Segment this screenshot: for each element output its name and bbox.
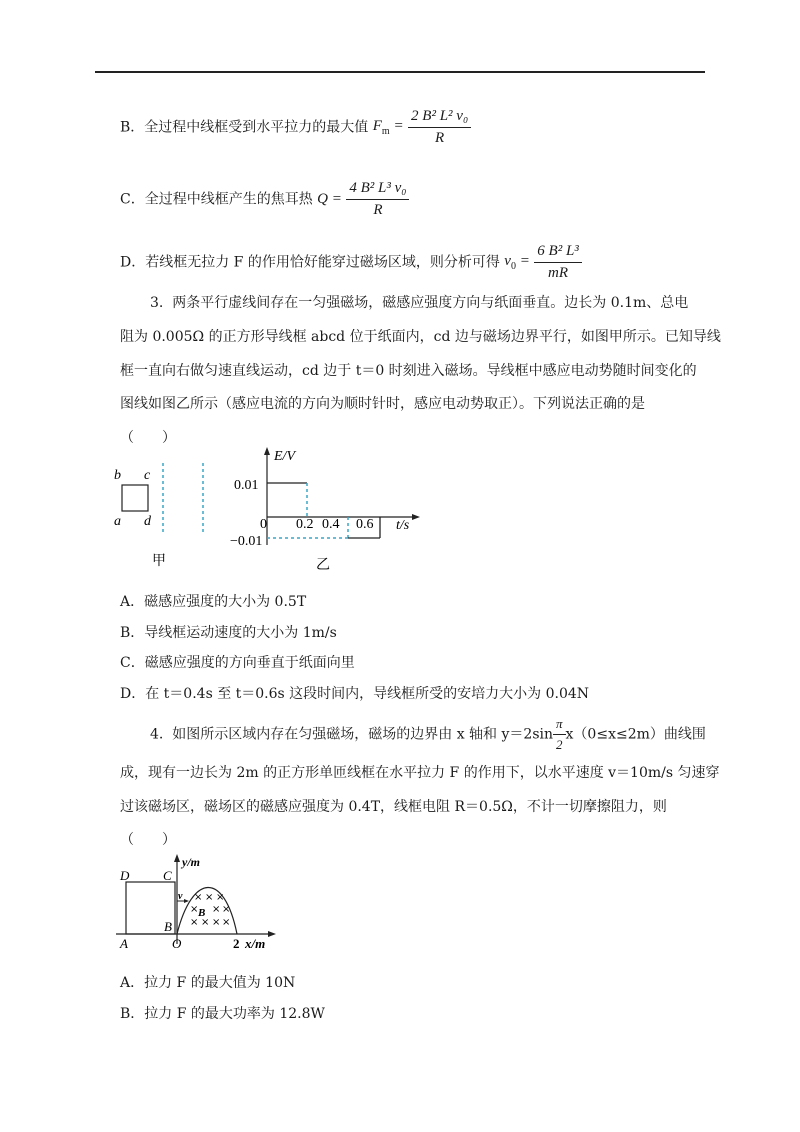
cross-mark: ×: [205, 892, 214, 903]
prev-option-b: B．全过程中线框受到水平拉力的最大值 $F_m$ = $\frac{\text{2 B² L² v₀}}{R}$: [120, 108, 471, 147]
q4-stem-line1: 4. 如图所示区域内存在匀强磁场，磁场的边界由 x 轴和 y＝2sin $\frac{\pi}{2}$ x（0≤x≤2m）曲线围: [150, 716, 706, 752]
tick-pos: 0.01: [234, 478, 259, 493]
prev-option-d: D．若线框无拉力 F 的作用恰好能穿过磁场区域，则分析可得 $v_0$ = $\frac{\text{6 B² L³}}{mR}$: [120, 243, 582, 282]
figure-yi: [230, 445, 430, 575]
prev-option-c: C．全过程中线框产生的焦耳热 Q = $\frac{\text{4 B² L³ v₀}}{R}$: [120, 180, 409, 219]
formula-fraction: $\frac{\text{6 B² L³}}{mR}$: [534, 243, 582, 282]
q4-stem-line2: 成，现有一边长为 2m 的正方形单匝线框在水平拉力 F 的作用下，以水平速度 v＝10m/s 匀速穿: [120, 765, 720, 781]
ylabel: E/V: [274, 449, 295, 464]
q4-paren: （ ）: [120, 832, 176, 848]
tick-06: 0.6: [356, 517, 374, 532]
caption-jia: 甲: [152, 553, 166, 569]
cross-mark: ×: [222, 904, 231, 915]
cross-mark: ×: [190, 917, 199, 928]
figure-q4: [112, 852, 292, 952]
cross-mark: ×: [190, 904, 199, 915]
t-axis-arrow: [412, 514, 420, 520]
origin: 0: [260, 517, 267, 532]
label-C: C: [163, 868, 172, 883]
cross-mark: ×: [216, 892, 225, 903]
formula-fraction: $\frac{\text{2 B² L² v₀}}{R}$: [408, 108, 471, 147]
xlabel: t/s: [396, 518, 410, 533]
formula-fraction: $\frac{\text{4 B² L³ v₀}}{R}$: [346, 180, 409, 219]
q3-option-b: B．导线框运动速度的大小为 1m/s: [120, 625, 337, 641]
wire-frame: [122, 485, 148, 511]
label-O: O: [172, 936, 182, 951]
label-c: c: [144, 468, 151, 483]
y-axis-arrow: [174, 854, 180, 862]
tick-2: 2: [233, 936, 240, 951]
label-v: v: [178, 891, 183, 902]
label-B: B: [164, 919, 172, 934]
ylabel: y/m: [182, 855, 200, 869]
label-D: D: [120, 868, 130, 883]
xlabel: x/m: [245, 936, 266, 951]
formula-lhs: $F_m$ =: [372, 118, 404, 137]
cross-mark: ×: [201, 917, 210, 928]
q3-paren: （ ）: [120, 430, 176, 446]
q4-option-a: A．拉力 F 的最大值为 10N: [120, 975, 296, 991]
tick-02: 0.2: [296, 517, 314, 532]
cross-mark: ×: [212, 917, 221, 928]
cross-mark: ×: [194, 892, 203, 903]
q4-stem-line3: 过该磁场区，磁场区的磁感应强度为 0.4T，线框电阻 R＝0.5Ω，不计一切摩擦阻力，则: [120, 799, 667, 815]
q3-stem-line3: 框一直向右做匀速直线运动，cd 边于 t＝0 时刻进入磁场。导线框中感应电动势随时间变化的: [120, 363, 697, 379]
x-axis-arrow: [268, 931, 276, 937]
label-field-B: B: [198, 907, 206, 919]
q3-option-a: A．磁感应强度的大小为 0.5T: [120, 594, 307, 610]
header-rule: [95, 71, 705, 73]
label-a: a: [114, 514, 121, 529]
e-axis-arrow: [264, 447, 270, 455]
pi-over-2: $\frac{\pi}{2}$: [553, 716, 566, 753]
tick-neg: −0.01: [230, 534, 263, 549]
q3-stem-line1: 3. 两条平行虚线间存在一匀强磁场，磁感应强度方向与纸面垂直。边长为 0.1m、总电: [150, 295, 689, 311]
cross-mark: ×: [212, 904, 221, 915]
tick-04: 0.4: [322, 517, 340, 532]
q3-stem-line4: 图线如图乙所示（感应电流的方向为顺时针时，感应电动势取正）。下列说法正确的是: [120, 396, 645, 412]
caption-yi: 乙: [316, 557, 330, 573]
q3-option-d: D．在 t＝0.4s 至 t＝0.6s 这段时间内，导线框所受的安培力大小为 0.04N: [120, 686, 590, 702]
q4-option-b: B．拉力 F 的最大功率为 12.8W: [120, 1006, 325, 1022]
label-d: d: [144, 514, 151, 529]
label-b: b: [114, 468, 121, 483]
cross-mark: ×: [222, 917, 231, 928]
q3-stem-line2: 阻为 0.005Ω 的正方形导线框 abcd 位于纸面内，cd 边与磁场边界平行，如图甲所示。已知导线: [120, 329, 721, 345]
label-A: A: [120, 936, 128, 951]
q3-option-c: C．磁感应强度的方向垂直于纸面向里: [120, 655, 355, 671]
figure-jia: [110, 455, 220, 575]
velocity-arrowhead: [184, 899, 189, 903]
